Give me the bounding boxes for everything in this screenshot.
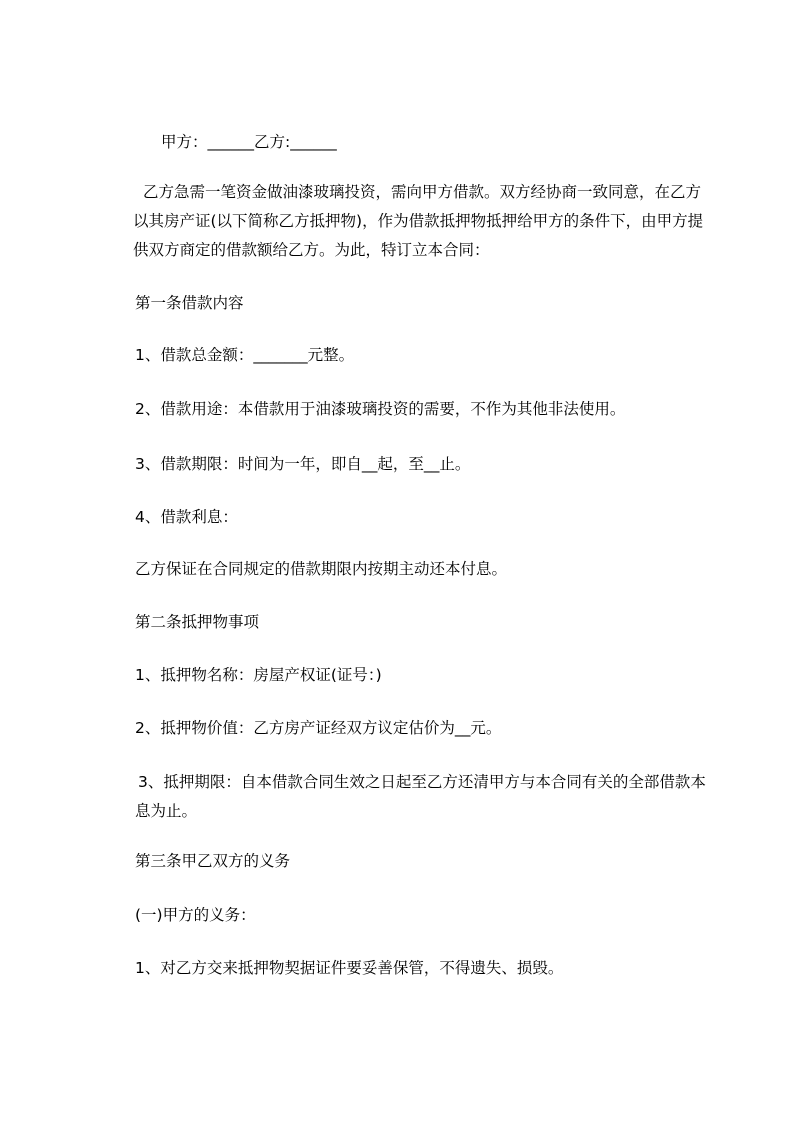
article-3-item-1: 1、对乙方交来抵押物契据证件要妥善保管，不得遗失、损毁。 <box>135 959 564 977</box>
article-2-item-1: 1、抵押物名称：房屋产权证(证号：) <box>135 666 382 684</box>
article-1-item-3: 3、借款期限：时间为一年，即自__起，至__止。 <box>135 455 471 473</box>
article-1-item-1: 1、借款总金额：_______元整。 <box>135 346 355 364</box>
article-2-item-3: 3、抵押期限：自本借款合同生效之日起至乙方还清甲方与本合同有关的全部借款本息为止。 <box>135 773 706 820</box>
article-2-title: 第二条抵押物事项 <box>135 613 260 631</box>
article-3-subheading: (一)甲方的义务： <box>135 906 256 924</box>
article-3-title: 第三条甲乙双方的义务 <box>135 852 291 870</box>
article-1-item-4: 4、借款利息： <box>135 508 238 526</box>
article-1-note: 乙方保证在合同规定的借款期限内按期主动还本付息。 <box>135 560 508 578</box>
intro-paragraph: 乙方急需一笔资金做油漆玻璃投资，需向甲方借款。双方经协商一致同意，在乙方以其房产证(以下简称乙方抵押物)，作为借款抵押物抵押给甲方的条件下，由甲方提供双方商定的借款额给乙方。为此，特订立本合同： <box>133 183 704 259</box>
article-2-item-2: 2、抵押物价值：乙方房产证经双方议定估价为__元。 <box>135 719 502 737</box>
parties-line: 甲方：______乙方:______ <box>161 133 337 151</box>
article-1-title: 第一条借款内容 <box>135 294 244 312</box>
article-1-item-2: 2、借款用途：本借款用于油漆玻璃投资的需要，不作为其他非法使用。 <box>135 400 626 418</box>
